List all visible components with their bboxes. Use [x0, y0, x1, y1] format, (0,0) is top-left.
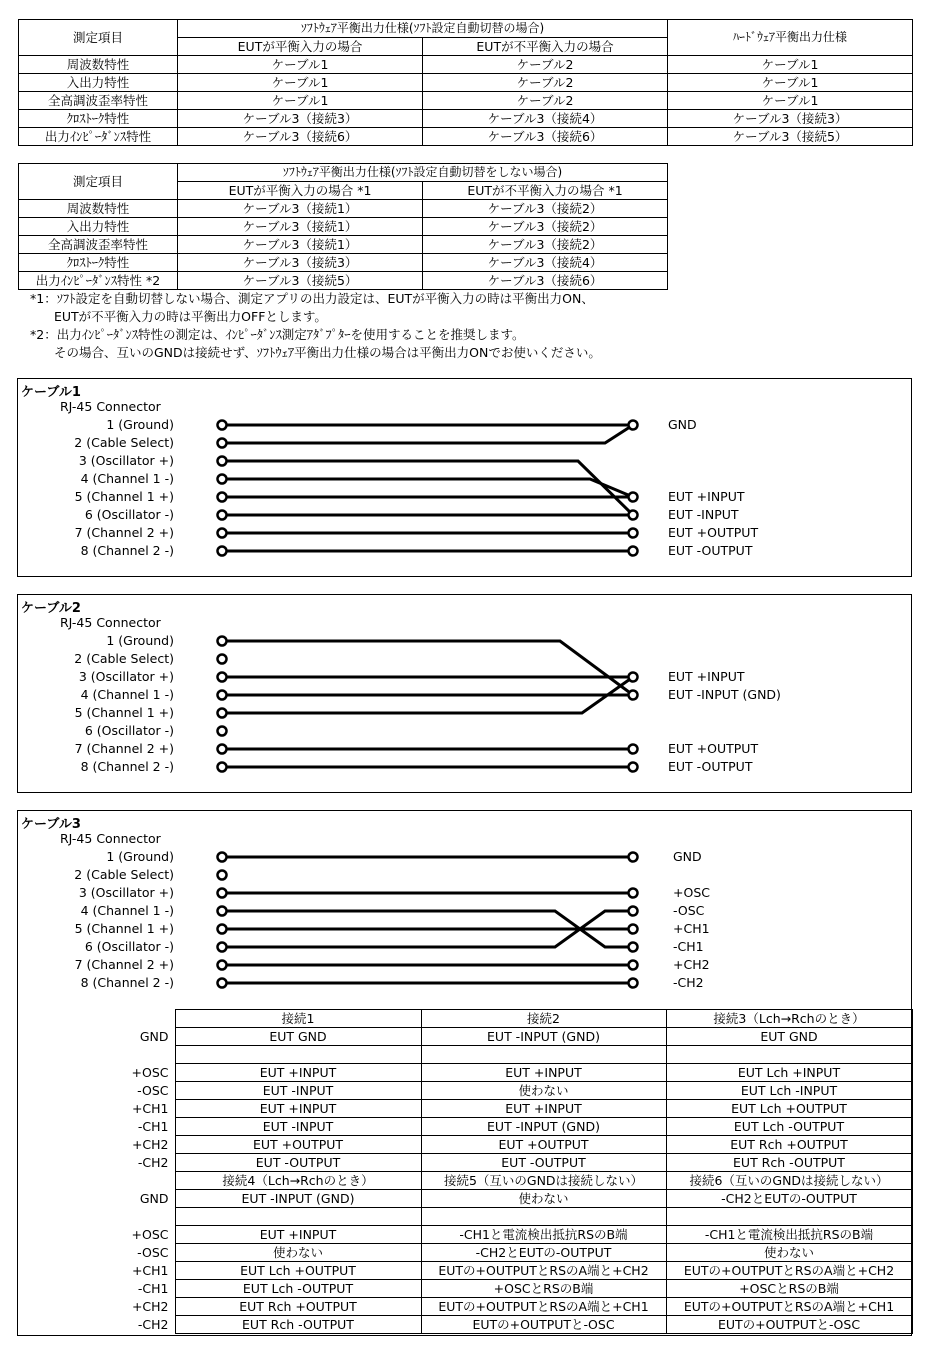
pin-label: 8 (Channel 2 -) [80, 975, 174, 990]
cell: 周波数特性 [19, 56, 178, 74]
cell: -CH2とEUTの-OUTPUT [666, 1190, 912, 1208]
pin-label: 8 (Channel 2 -) [80, 543, 174, 558]
pin-terminal [218, 529, 227, 538]
signal-label: GND [139, 1191, 169, 1206]
cell: 使わない [421, 1082, 666, 1100]
cell: EUT Lch -OUTPUT [666, 1118, 912, 1136]
cable1-label-in-minus: EUT -INPUT [668, 507, 739, 522]
pin-terminal [218, 655, 227, 664]
table-row [40, 1154, 912, 1172]
cell: ケーブル3（接続6） [423, 128, 668, 146]
pin-terminal [218, 547, 227, 556]
signal-label [40, 1046, 175, 1064]
pin-terminal [218, 727, 227, 736]
pin-label: 1 (Ground) [106, 633, 174, 648]
pin-label: 6 (Oscillator -) [84, 507, 174, 522]
header-item: 測定項目 [19, 20, 178, 56]
pin-label: 8 (Channel 2 -) [80, 759, 174, 774]
cable1-label-out-plus: EUT +OUTPUT [668, 525, 759, 540]
end-terminal [629, 943, 638, 952]
cell: ケーブル3（接続2） [423, 200, 668, 218]
cell: ケーブル2 [423, 92, 668, 110]
cell: ケーブル3（接続4） [423, 254, 668, 272]
connector-label: RJ-45 Connector [60, 831, 161, 846]
cell: EUTの+OUTPUTとRSのA端と+CH1 [421, 1298, 666, 1316]
pin-label: 3 (Oscillator +) [78, 669, 174, 684]
cell: 使わない [666, 1244, 912, 1262]
cell: -CH1と電流検出抵抗RSのB端 [421, 1226, 666, 1244]
connection-table-1 [40, 1009, 913, 1334]
cell: EUT +OUTPUT [175, 1136, 421, 1154]
pin-label: 7 (Channel 2 +) [74, 957, 174, 972]
pin-label: 4 (Channel 1 -) [80, 471, 174, 486]
cell: 全高調波歪率特性 [19, 92, 178, 110]
cell: ケーブル3（接続1） [178, 218, 423, 236]
end-terminal [629, 691, 638, 700]
cell: EUT GND [666, 1028, 912, 1046]
cell: ケーブル2 [423, 56, 668, 74]
pin-terminal [218, 745, 227, 754]
cable3-label-ch1-minus: -CH1 [673, 939, 704, 954]
cable2-label-in-minus: EUT -INPUT (GND) [668, 687, 781, 702]
cell: EUT +INPUT [175, 1226, 421, 1244]
table-row [40, 1118, 912, 1136]
pin-terminal [218, 709, 227, 718]
cell: +OSCとRSのB端 [421, 1280, 666, 1298]
pin-label: 3 (Oscillator +) [78, 885, 174, 900]
pin-label: 1 (Ground) [106, 849, 174, 864]
pin-terminal [218, 637, 227, 646]
header-eut-balanced: EUTが平衡入力の場合 [178, 38, 423, 56]
cable2-title: ケーブル2 [21, 601, 81, 616]
cell: EUT -INPUT (GND) [421, 1028, 666, 1046]
cell: ケーブル1 [668, 56, 913, 74]
cell: EUT -INPUT (GND) [421, 1118, 666, 1136]
table-row [40, 1208, 912, 1226]
cell [421, 1046, 666, 1064]
note-1b: EUTが不平衡入力の時は平衡出力OFFとします。 [54, 309, 327, 324]
signal-label: -CH1 [137, 1281, 169, 1296]
table-row [40, 1298, 912, 1316]
cell: 使わない [421, 1190, 666, 1208]
pin-terminal [218, 853, 227, 862]
signal-label: -OSC [137, 1245, 169, 1260]
cell: 出力ｲﾝﾋﾟｰﾀﾞﾝｽ特性 *2 [19, 272, 178, 290]
pin-label: 7 (Channel 2 +) [74, 525, 174, 540]
cell [666, 1046, 912, 1064]
cell: EUT Lch -OUTPUT [175, 1280, 421, 1298]
end-terminal [629, 763, 638, 772]
cell: EUT -INPUT (GND) [175, 1190, 421, 1208]
cell: EUT Rch +OUTPUT [175, 1298, 421, 1316]
cell: 出力ｲﾝﾋﾟｰﾀﾞﾝｽ特性 [19, 128, 178, 146]
cell: ｸﾛｽﾄｰｸ特性 [19, 110, 178, 128]
cell: EUTの+OUTPUTとRSのA端と+CH1 [666, 1298, 912, 1316]
cable3-title: ケーブル3 [21, 817, 81, 832]
pin-terminal [218, 907, 227, 916]
pin-label: 6 (Oscillator -) [84, 939, 174, 954]
corner-cell [40, 1172, 175, 1190]
signal-label [40, 1208, 175, 1226]
cell: EUT Rch -OUTPUT [666, 1154, 912, 1172]
pin-terminal [218, 673, 227, 682]
end-terminal [629, 511, 638, 520]
cell: EUT GND [175, 1028, 421, 1046]
end-terminal [629, 853, 638, 862]
cell: EUTの+OUTPUTとRSのA端と+CH2 [666, 1262, 912, 1280]
pin-terminal [218, 979, 227, 988]
cable1-label-gnd: GND [668, 417, 697, 432]
table-row [40, 1136, 912, 1154]
cell: +OSCとRSのB端 [666, 1280, 912, 1298]
signal-label: +CH1 [131, 1263, 169, 1278]
signal-label: -CH2 [137, 1317, 169, 1332]
conn-header: 接続4（Lch→Rchのとき） [175, 1172, 421, 1190]
signal-label: +CH1 [131, 1101, 169, 1116]
cell: EUT Lch -INPUT [666, 1082, 912, 1100]
cell: ケーブル1 [178, 56, 423, 74]
cell: EUT Lch +OUTPUT [175, 1262, 421, 1280]
note-2b: その場合、互いのGNDは接続せず、ｿﾌﾄｳｪｱ平衡出力仕様の場合は平衡出力ONでお使いください。 [54, 345, 601, 360]
cable2-label-out-plus: EUT +OUTPUT [668, 741, 759, 756]
pin-label: 2 (Cable Select) [74, 867, 174, 882]
table-row [40, 1280, 912, 1298]
pin-label: 2 (Cable Select) [74, 651, 174, 666]
cell: EUT +INPUT [175, 1100, 421, 1118]
cell: ケーブル3（接続3） [178, 110, 423, 128]
header-eut-unbalanced: EUTが不平衡入力の場合 [423, 38, 668, 56]
header-eut-balanced: EUTが平衡入力の場合 *1 [178, 182, 423, 200]
cell: 使わない [175, 1244, 421, 1262]
table-row [40, 1244, 912, 1262]
pin-terminal [218, 871, 227, 880]
cell: EUT Lch +OUTPUT [666, 1100, 912, 1118]
pin-terminal [218, 421, 227, 430]
pin-label: 5 (Channel 1 +) [74, 921, 174, 936]
pin-label: 6 (Oscillator -) [84, 723, 174, 738]
cell: 入出力特性 [19, 74, 178, 92]
conn-header: 接続5（互いのGNDは接続しない） [421, 1172, 666, 1190]
end-terminal [629, 493, 638, 502]
table-row [40, 1100, 912, 1118]
cell: ケーブル3（接続1） [178, 200, 423, 218]
pin-terminal [218, 889, 227, 898]
end-terminal [629, 421, 638, 430]
pin-label: 2 (Cable Select) [74, 435, 174, 450]
signal-label: -CH2 [137, 1155, 169, 1170]
connector-label: RJ-45 Connector [60, 399, 161, 414]
cell: EUT -INPUT [175, 1082, 421, 1100]
pin-label: 4 (Channel 1 -) [80, 903, 174, 918]
pin-terminal [218, 943, 227, 952]
pin-terminal [218, 925, 227, 934]
pin-label: 5 (Channel 1 +) [74, 705, 174, 720]
cell: ケーブル3（接続3） [178, 254, 423, 272]
cell: ｸﾛｽﾄｰｸ特性 [19, 254, 178, 272]
cell: ケーブル3（接続2） [423, 218, 668, 236]
cell: 入出力特性 [19, 218, 178, 236]
cell: EUT Rch -OUTPUT [175, 1316, 421, 1334]
table-row [40, 1046, 912, 1064]
cell: EUT -OUTPUT [175, 1154, 421, 1172]
cell: EUT -INPUT [175, 1118, 421, 1136]
wire [222, 641, 633, 695]
cable3-label-osc-plus: +OSC [673, 885, 710, 900]
conn-header: 接続2 [421, 1010, 666, 1028]
signal-label: GND [139, 1029, 169, 1044]
signal-label: -OSC [137, 1083, 169, 1098]
cell: ケーブル3（接続6） [423, 272, 668, 290]
cell: ケーブル1 [668, 92, 913, 110]
cell: EUT +INPUT [175, 1064, 421, 1082]
cable3-label-osc-minus: -OSC [673, 903, 705, 918]
cell: EUT +OUTPUT [421, 1136, 666, 1154]
header-hw: ﾊｰﾄﾞｳｪｱ平衡出力仕様 [668, 20, 913, 56]
cable3-label-ch1-plus: +CH1 [673, 921, 710, 936]
cell: ケーブル3（接続4） [423, 110, 668, 128]
connector-label: RJ-45 Connector [60, 615, 161, 630]
cable1-label-in-plus: EUT +INPUT [668, 489, 745, 504]
cell: EUT +INPUT [421, 1100, 666, 1118]
cable1-title: ケーブル1 [21, 385, 81, 400]
cell: ケーブル3（接続5） [178, 272, 423, 290]
table-row [40, 1082, 912, 1100]
conn-header: 接続1 [175, 1010, 421, 1028]
pin-terminal [218, 493, 227, 502]
pin-terminal [218, 475, 227, 484]
cell: EUTの+OUTPUTとRSのA端と+CH2 [421, 1262, 666, 1280]
pin-terminal [218, 511, 227, 520]
cell: ケーブル3（接続1） [178, 236, 423, 254]
end-terminal [629, 925, 638, 934]
cell: EUT Lch +INPUT [666, 1064, 912, 1082]
cell: EUTの+OUTPUTと-OSC [421, 1316, 666, 1334]
pin-terminal [218, 439, 227, 448]
cell [666, 1208, 912, 1226]
cell: ケーブル3（接続6） [178, 128, 423, 146]
cable2-label-out-minus: EUT -OUTPUT [668, 759, 753, 774]
cell: EUT Rch +OUTPUT [666, 1136, 912, 1154]
pin-label: 7 (Channel 2 +) [74, 741, 174, 756]
conn-header: 接続3（Lch→Rchのとき） [666, 1010, 912, 1028]
pin-label: 1 (Ground) [106, 417, 174, 432]
cell: ケーブル1 [668, 74, 913, 92]
cell: ケーブル2 [423, 74, 668, 92]
pin-label: 4 (Channel 1 -) [80, 687, 174, 702]
pin-terminal [218, 961, 227, 970]
end-terminal [629, 673, 638, 682]
end-terminal [629, 889, 638, 898]
cell: ケーブル3（接続2） [423, 236, 668, 254]
cell: 全高調波歪率特性 [19, 236, 178, 254]
cell: EUT -OUTPUT [421, 1154, 666, 1172]
header-item: 測定項目 [19, 164, 178, 200]
cable2-label-in-plus: EUT +INPUT [668, 669, 745, 684]
signal-label: +OSC [131, 1065, 169, 1080]
cell: ケーブル3（接続3） [668, 110, 913, 128]
pin-terminal [218, 763, 227, 772]
end-terminal [629, 961, 638, 970]
end-terminal [629, 745, 638, 754]
header-sw-manual: ｿﾌﾄｳｪｱ平衡出力仕様(ｿﾌﾄ設定自動切替をしない場合) [178, 164, 668, 182]
signal-label: -CH1 [137, 1119, 169, 1134]
pin-terminal [218, 457, 227, 466]
signal-label: +OSC [131, 1227, 169, 1242]
note-2a: *2：出力ｲﾝﾋﾟｰﾀﾞﾝｽ特性の測定は、ｲﾝﾋﾟｰﾀﾞﾝｽ測定ｱﾀﾞﾌﾟﾀｰを使用することを推奨します。 [30, 327, 525, 342]
table-row [40, 1226, 912, 1244]
cell [175, 1046, 421, 1064]
cell [175, 1208, 421, 1226]
pin-label: 3 (Oscillator +) [78, 453, 174, 468]
cable3-label-gnd: GND [673, 849, 702, 864]
cell: -CH2とEUTの-OUTPUT [421, 1244, 666, 1262]
corner-cell [40, 1010, 175, 1028]
cable1-label-out-minus: EUT -OUTPUT [668, 543, 753, 558]
wire [222, 479, 633, 497]
note-1a: *1：ｿﾌﾄ設定を自動切替しない場合、測定アプリの出力設定は、EUTが平衡入力の時は平衡出力ON、 [30, 291, 594, 306]
cell: EUTの+OUTPUTと-OSC [666, 1316, 912, 1334]
cell [421, 1208, 666, 1226]
wire [222, 425, 633, 443]
header-eut-unbalanced: EUTが不平衡入力の場合 *1 [423, 182, 668, 200]
cable3-label-ch2-plus: +CH2 [673, 957, 710, 972]
end-terminal [629, 529, 638, 538]
cell: -CH1と電流検出抵抗RSのB端 [666, 1226, 912, 1244]
cell: EUT +INPUT [421, 1064, 666, 1082]
end-terminal [629, 979, 638, 988]
cell: ケーブル1 [178, 74, 423, 92]
pin-terminal [218, 691, 227, 700]
cell: ケーブル1 [178, 92, 423, 110]
table-row [40, 1190, 912, 1208]
table-row [40, 1262, 912, 1280]
cell: ケーブル3（接続5） [668, 128, 913, 146]
signal-label: +CH2 [131, 1299, 169, 1314]
signal-label: +CH2 [131, 1137, 169, 1152]
cable3-label-ch2-minus: -CH2 [673, 975, 704, 990]
cell: 周波数特性 [19, 200, 178, 218]
wire [222, 461, 633, 515]
pin-label: 5 (Channel 1 +) [74, 489, 174, 504]
conn-header: 接続6（互いのGNDは接続しない） [666, 1172, 912, 1190]
header-sw-auto: ｿﾌﾄｳｪｱ平衡出力仕様(ｿﾌﾄ設定自動切替の場合) [178, 20, 668, 38]
end-terminal [629, 907, 638, 916]
end-terminal [629, 547, 638, 556]
table-row [40, 1316, 912, 1334]
table-row [40, 1028, 912, 1046]
table-row [40, 1064, 912, 1082]
